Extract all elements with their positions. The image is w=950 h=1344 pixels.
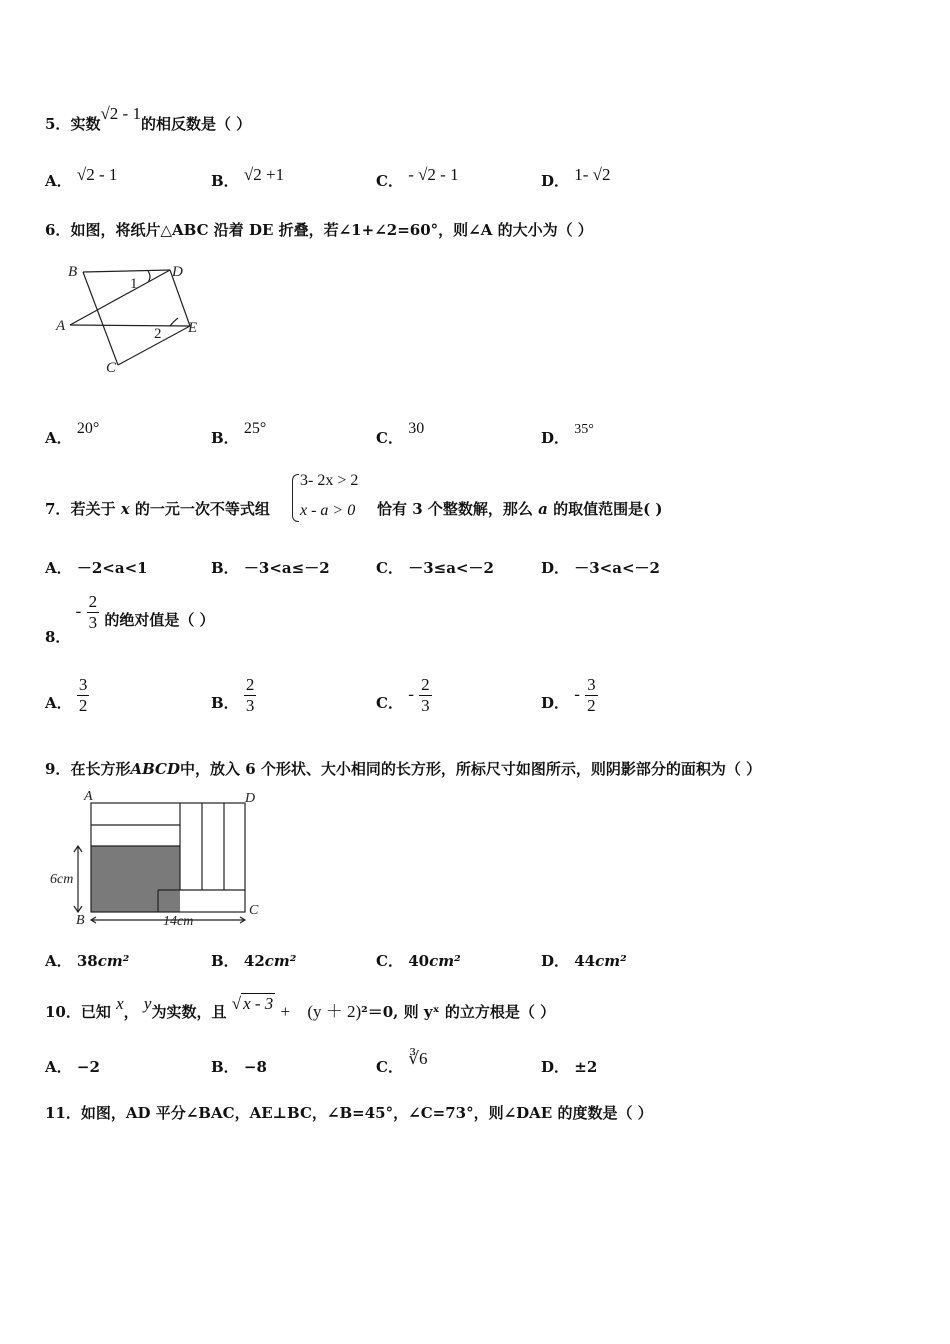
option-b[interactable]: B． $\frac{2}{3}$ bbox=[211, 675, 255, 715]
label-b: B bbox=[76, 913, 85, 928]
inequality-line-2: x - a > 0 bbox=[300, 502, 356, 519]
option-b[interactable]: B． 25° bbox=[211, 420, 267, 447]
option-d[interactable]: D． －3<a<－2 bbox=[541, 559, 660, 577]
option-a[interactable]: A． √2 - 1 bbox=[45, 165, 118, 190]
option-c[interactable]: C． - √2 - 1 bbox=[376, 165, 459, 190]
label-c: C bbox=[106, 360, 117, 376]
question-7: 7．若关于 x 的一元一次不等式组 bbox=[45, 500, 270, 518]
label-height: 6cm bbox=[50, 872, 74, 887]
question-5 bbox=[45, 104, 252, 134]
option-c[interactable]: C． - $\frac{2}{3}$ bbox=[376, 675, 430, 715]
option-a[interactable]: A． −2 bbox=[45, 1058, 100, 1076]
math-expression: √2 - 1 bbox=[100, 104, 141, 123]
label-a: A bbox=[56, 318, 66, 334]
option-d[interactable]: D． ±2 bbox=[541, 1058, 598, 1076]
rectangle-figure bbox=[48, 786, 268, 931]
inequality-line-1: 3- 2x > 2 bbox=[300, 472, 359, 489]
option-d[interactable]: D． - $\frac{3}{2}$ bbox=[541, 675, 596, 715]
question-6 bbox=[45, 219, 593, 240]
option-a[interactable]: A． －2<a<1 bbox=[45, 559, 148, 577]
shaded-region bbox=[91, 846, 180, 912]
sqrt-expression: √ x - 3 bbox=[231, 994, 274, 1013]
question-7-tail: 恰有 3 个整数解，那么 a 的取值范围是( ) bbox=[377, 500, 663, 518]
label-e: E bbox=[188, 320, 198, 336]
question-10: 10．已知 x， y为实数，且 √ x - 3 + (y ＋ 2)²＝0, 则 yˣ 的立方根是（ ） bbox=[45, 994, 556, 1021]
label-1: 1 bbox=[130, 276, 138, 292]
option-b[interactable]: B． 42cm² bbox=[211, 952, 297, 970]
option-b[interactable]: B． −8 bbox=[211, 1058, 267, 1076]
fold-triangle-figure bbox=[50, 258, 220, 378]
question-9: 9．在长方形ABCD中，放入 6 个形状、大小相同的长方形，所标尺寸如图所示，则阴影部分的面积为（ ） bbox=[45, 760, 762, 778]
label-b: B bbox=[68, 264, 78, 280]
question-text: 实数 bbox=[70, 115, 101, 133]
label-c: C bbox=[249, 903, 259, 918]
option-c[interactable]: C． －3≤a<－2 bbox=[376, 559, 494, 577]
label-d: D bbox=[172, 264, 183, 280]
option-a[interactable]: A． 20° bbox=[45, 420, 100, 447]
option-c[interactable]: C． ∛6 bbox=[376, 1049, 428, 1076]
option-c[interactable]: C． 40cm² bbox=[376, 952, 461, 970]
question-number: 5． bbox=[45, 115, 71, 133]
option-c[interactable]: C． 30 bbox=[376, 420, 425, 447]
option-b[interactable]: B． √2 +1 bbox=[211, 165, 285, 190]
label-a: A bbox=[84, 789, 93, 804]
question-11: 11．如图，AD 平分∠BAC，AE⊥BC，∠B=45°，∠C=73°，则∠DAE 的度数是（ ） bbox=[45, 1104, 653, 1122]
label-2: 2 bbox=[154, 326, 162, 342]
option-d[interactable]: D． 35° bbox=[541, 422, 594, 447]
option-b[interactable]: B． －3<a≤－2 bbox=[211, 559, 330, 577]
question-text: 的相反数是（ ） bbox=[140, 115, 252, 133]
question-number: 6． bbox=[45, 221, 71, 239]
option-a[interactable]: A． $\frac{3}{2}$ bbox=[45, 675, 88, 715]
label-d: D bbox=[245, 791, 256, 806]
question-text: 如图，将纸片△ABC 沿着 DE 折叠，若∠1+∠2=60°，则∠A 的大小为（ ） bbox=[70, 221, 593, 239]
option-d[interactable]: D． 1- √2 bbox=[541, 165, 611, 190]
fraction: $\frac{2}{3}$ bbox=[88, 592, 98, 632]
option-d[interactable]: D． 44cm² bbox=[541, 952, 627, 970]
question-8: 8． - $\frac{2}{3}$ 的绝对值是（ ） bbox=[45, 592, 215, 646]
option-a[interactable]: A． 38cm² bbox=[45, 952, 130, 970]
label-width: 14cm bbox=[163, 914, 194, 929]
